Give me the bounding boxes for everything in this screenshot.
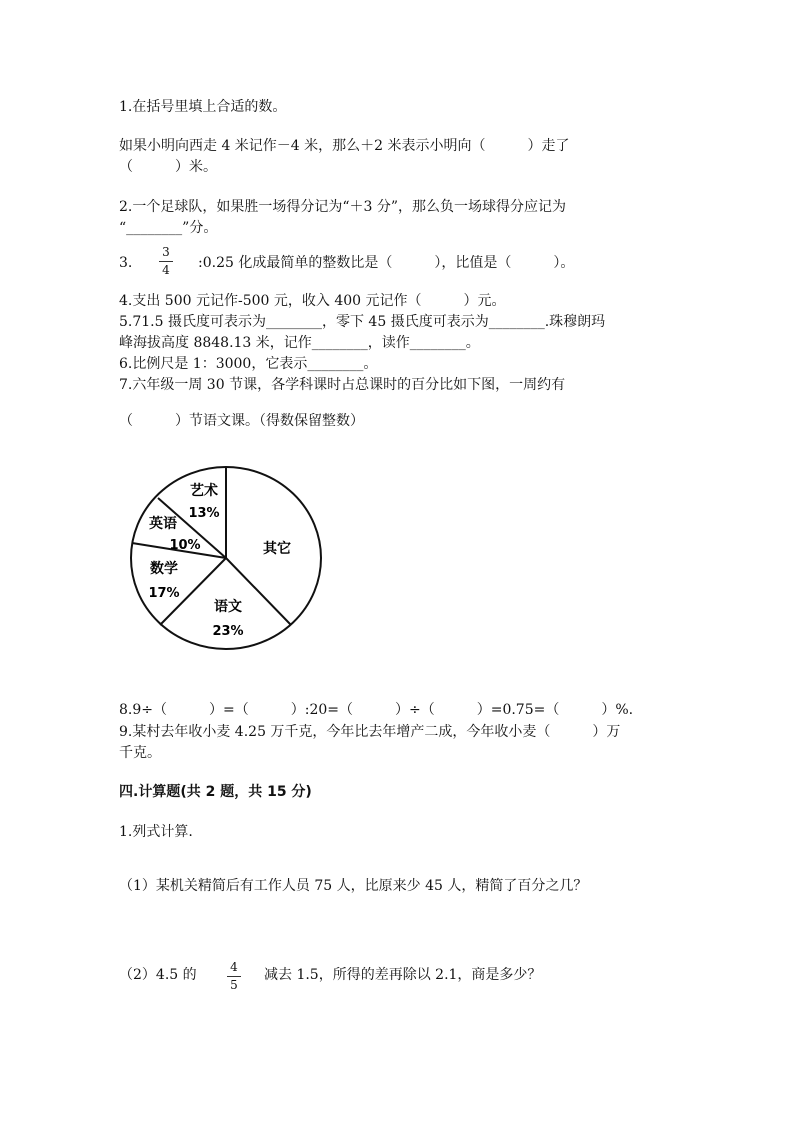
section-4-subquestion-2-prefix: （2）4.5 的 (119, 967, 197, 983)
question-9-text: 9.某村去年收小麦 4.25 万千克，今年比去年增产二成，今年收小麦（ ）万 (119, 724, 621, 740)
fraction-bar (227, 976, 241, 977)
question-1-text: 如果小明向西走 4 米记作－4 米，那么＋2 米表示小明向（ ）走了 (119, 138, 570, 154)
section-4-question-1: 1.列式计算. (119, 824, 193, 840)
subject-pie-chart (128, 465, 328, 665)
fraction-denominator: 5 (230, 978, 238, 992)
question-5-text: 5.71.5 摄氏度可表示为________，零下 45 摄氏度可表示为________.珠穆朗玛 (119, 314, 606, 330)
question-2-text: 2.一个足球队，如果胜一场得分记为“＋3 分”，那么负一场球得分应记为 (119, 199, 567, 215)
pie-label-chinese: 语文 (214, 599, 242, 615)
pie-pct-art: 13% (188, 506, 220, 521)
fraction-numerator: 3 (162, 245, 170, 259)
pie-label-art: 艺术 (190, 483, 218, 499)
question-6-text: 6.比例尺是 1：3000，它表示________。 (119, 356, 378, 372)
section-4-subquestion-2-text: 减去 1.5，所得的差再除以 2.1，商是多少？ (264, 967, 542, 983)
fraction-numerator: 4 (230, 960, 238, 974)
question-9-text-cont: 千克。 (119, 745, 161, 761)
question-7-text: 7.六年级一周 30 节课，各学科课时占总课时的百分比如下图，一周约有 (119, 377, 566, 393)
section-4-header: 四.计算题(共 2 题，共 15 分) (119, 784, 312, 800)
question-1-title: 1.在括号里填上合适的数。 (119, 99, 287, 115)
pie-label-math: 数学 (150, 561, 178, 577)
question-3-text: :0.25 化成最简单的整数比是（ ），比值是（ ）。 (198, 255, 575, 271)
question-3-number: 3. (119, 255, 133, 271)
pie-pct-english: 10% (169, 538, 201, 553)
question-5-text-cont: 峰海拔高度 8848.13 米，记作________，读作________。 (119, 335, 480, 351)
question-3-fraction (159, 245, 173, 277)
section-4-subquestion-1: （1）某机关精简后有工作人员 75 人，比原来少 45 人，精简了百分之几？ (119, 878, 588, 894)
fraction-bar (159, 261, 173, 262)
section-4-subquestion-2-fraction (227, 960, 241, 992)
pie-label-english: 英语 (149, 516, 177, 532)
question-7-text-cont: （ ）节语文课。（得数保留整数） (119, 413, 364, 429)
pie-pct-math: 17% (148, 586, 180, 601)
fraction-denominator: 4 (162, 263, 170, 277)
pie-pct-chinese: 23% (212, 624, 244, 639)
pie-label-other: 其它 (263, 541, 291, 557)
question-2-text-cont: “________”分。 (119, 220, 218, 236)
question-4-text: 4.支出 500 元记作-500 元，收入 400 元记作（ ）元。 (119, 293, 506, 309)
question-8-text: 8.9÷（ ）=（ ）:20=（ ）÷（ ）=0.75=（ ）%. (119, 702, 634, 718)
question-1-text-cont: （ ）米。 (119, 159, 217, 175)
